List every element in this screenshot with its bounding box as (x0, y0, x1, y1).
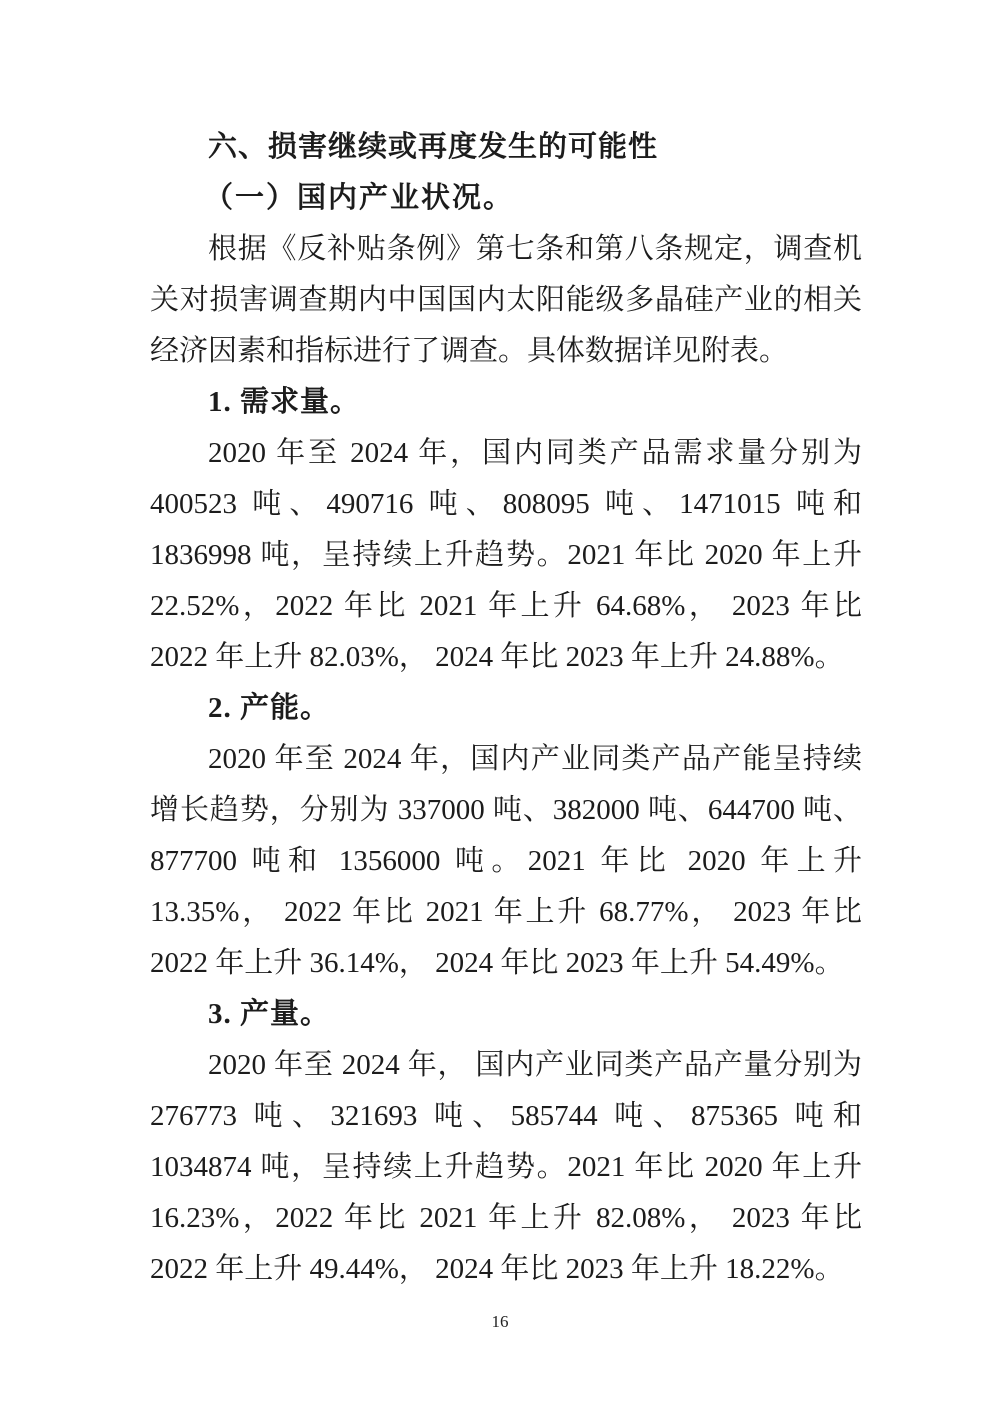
item-heading-output: 3. 产量。 (208, 998, 331, 1030)
section-heading-damage-likelihood: 六、损害继续或再度发生的可能性 (208, 131, 659, 163)
subsection-heading-domestic-industry: （一）国内产业状况。 (204, 182, 515, 214)
item-heading-capacity: 2. 产能。 (208, 692, 331, 724)
paragraph-capacity: 2020 年至 2024 年，国内产业同类产品产能呈持续增长趋势，分别为 337000 吨、382000 吨、644700 吨、877700 吨和 1356000 吨。2021 年比 2020 年上升 13.35%， 2022 年比 2021 年上升 68.77%， 2023 年比 2022 年上升 36.14%， 2024 年比 2023 年上升 54.49%。 (150, 743, 862, 979)
item-heading-demand: 1. 需求量。 (208, 386, 361, 418)
intro-paragraph: 根据《反补贴条例》第七条和第八条规定，调查机关对损害调查期内中国国内太阳能级多晶硅产业的相关经济因素和指标进行了调查。具体数据详见附表。 (150, 233, 862, 367)
document-content (150, 122, 862, 1295)
paragraph-output: 2020 年至 2024 年， 国内产业同类产品产量分别为 276773 吨、321693 吨、585744 吨、875365 吨和 1034874 吨，呈持续上升趋势。2021 年比 2020 年上升 16.23%，2022 年比 2021 年上升 82.08%， 2023 年比 2022 年上升 49.44%， 2024 年比 2023 年上升 18.22%。 (150, 1049, 862, 1285)
page-number: 16 (491, 1312, 509, 1331)
paragraph-demand: 2020 年至 2024 年，国内同类产品需求量分别为 400523 吨、490716 吨、808095 吨、1471015 吨和 1836998 吨，呈持续上升趋势。2021 年比 2020 年上升 22.52%，2022 年比 2021 年上升 64.68%， 2023 年比 2022 年上升 82.03%， 2024 年比 2023 年上升 24.88%。 (150, 437, 862, 673)
